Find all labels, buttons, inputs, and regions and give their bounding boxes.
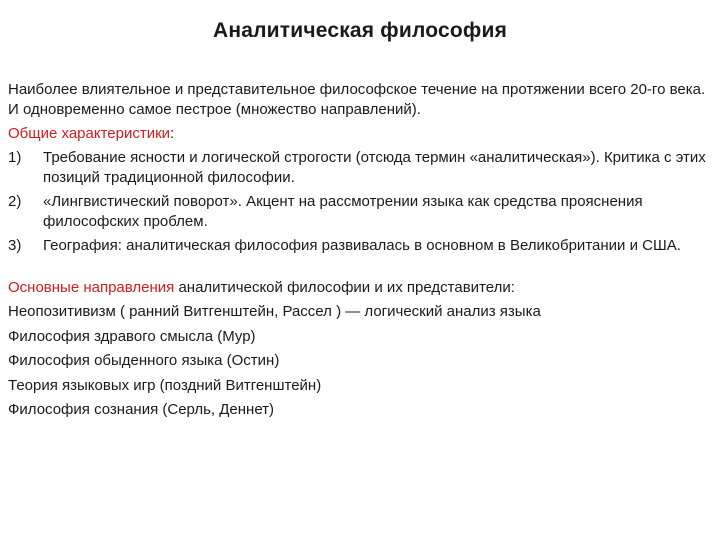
- section-spacer: [8, 260, 708, 278]
- direction-item-common-sense: Философия здравого смысла (Мур): [8, 327, 256, 345]
- list-item-text: География: аналитическая философия развивалась в основном в Великобритании и США.: [43, 237, 681, 254]
- directions-heading-rest: аналитической философии и их представители:: [174, 279, 515, 296]
- directions-heading: [8, 278, 708, 298]
- characteristics-heading-colon: :: [170, 125, 175, 142]
- characteristics-list: [8, 148, 708, 256]
- direction-item-ordinary-language: Философия обыденного языка (Остин): [8, 352, 280, 369]
- slide-title: Аналитическая философия: [212, 19, 508, 42]
- characteristics-heading-label: Общие характеристики: [8, 125, 171, 142]
- slide-content: [8, 80, 708, 425]
- list-item: [8, 148, 708, 188]
- direction-item-language-games: Теория языковых игр (поздний Витгенштейн): [8, 376, 322, 394]
- list-item: [8, 236, 708, 256]
- directions-heading-label: Основные направления: [8, 279, 175, 296]
- characteristics-heading: [8, 124, 708, 144]
- list-item-text: «Лингвистический поворот». Акцент на рассмотрении языка как средства прояснения философских проблем.: [43, 193, 643, 230]
- direction-item-neopositivism: Неопозитивизм ( ранний Витгенштейн, Рассел ) — логический анализ языка: [8, 303, 541, 320]
- intro-paragraph: Наиболее влиятельное и представительное философское течение на протяжении всего 20-го века. И одновременно самое пестрое (множество направлений).: [8, 81, 706, 118]
- list-item-text: Требование ясности и логической строгости (отсюда термин «аналитическая»). Критика с этих позиций традиционной философии.: [43, 149, 706, 186]
- list-item-number: 3): [8, 237, 22, 254]
- list-item-number: 2): [8, 193, 22, 210]
- list-item: [8, 192, 708, 232]
- direction-item-philosophy-of-mind: Философия сознания (Серль, Деннет): [8, 401, 275, 418]
- list-item-number: 1): [8, 149, 22, 166]
